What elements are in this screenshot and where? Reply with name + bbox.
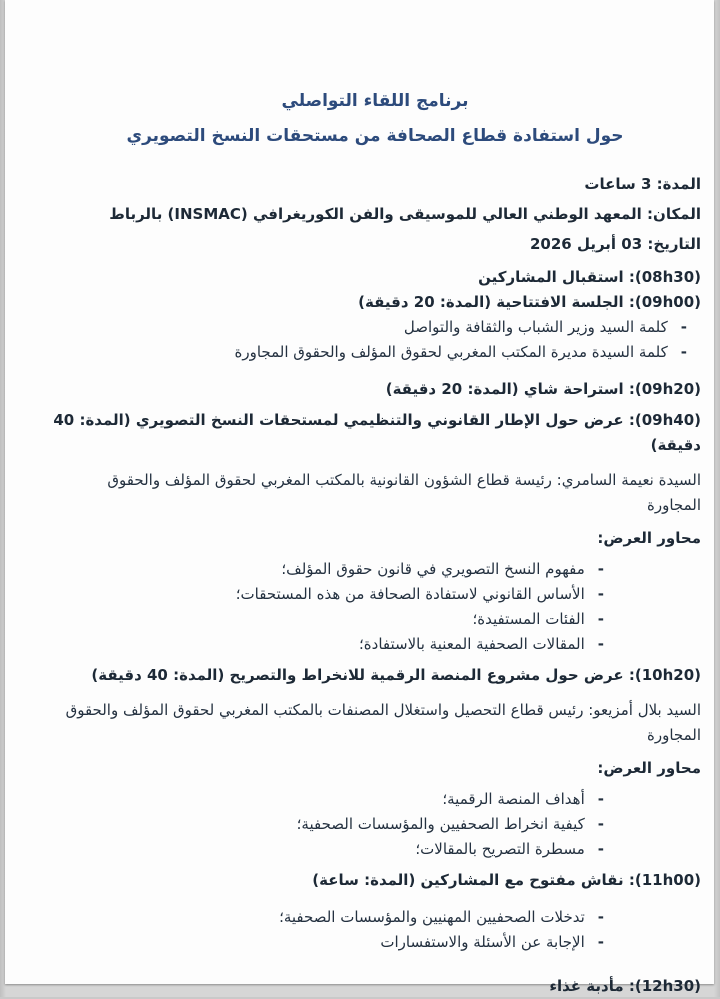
speaker-bilal-amziou [49,698,701,748]
agenda-bullet-minister-speech [49,315,701,340]
agenda-item-text: (09h20): استراحة شاي (المدة: 20 دقيقة) [385,380,701,398]
agenda-item-text: (10h20): عرض حول مشروع المنصة الرقمية للانخراط والتصريح (المدة: 40 دقيقة) [91,666,701,684]
meeting-duration: المدة: 3 ساعات [584,175,701,193]
agenda-bullet-text: مسطرة التصريح بالمقالات؛ [415,840,585,858]
agenda-bullet-text: تدخلات الصحفيين المهنيين والمؤسسات الصحفية؛ [279,908,585,926]
presentation-axes-heading-2 [49,756,701,781]
bullet-dash: - [597,790,604,808]
bullet-dash: - [597,560,604,578]
presentation-axes-heading-1 [49,526,701,551]
axis-bullet-eligible-articles [49,632,701,657]
discussion-bullet-answers [49,930,701,955]
agenda-item-text: (11h00): نقاش مفتوح مع المشاركين (المدة: ساعة) [312,871,701,889]
agenda-bullet-text: الأساس القانوني لاستفادة الصحافة من هذه المستحقات؛ [235,585,585,603]
agenda-item-0830-reception [49,265,701,290]
agenda-bullet-text: كلمة السيدة مديرة المكتب المغربي لحقوق المؤلف والحقوق المجاورة [234,343,668,361]
agenda-item-text: (12h30): مأدبة غذاء [549,977,701,995]
document-page [5,0,714,995]
agenda-item-1100-open-discussion [49,868,701,893]
meeting-info [49,169,701,259]
agenda-bullet-text: أهداف المنصة الرقمية؛ [442,790,585,808]
section-heading-text: محاور العرض: [597,759,701,777]
agenda-bullet-text: كلمة السيد وزير الشباب والثقافة والتواصل [403,318,668,336]
bullet-dash: - [597,840,604,858]
agenda-schedule [49,265,701,999]
bullet-dash: - [597,585,604,603]
document-title-line1: برنامج اللقاء التواصلي [281,91,469,111]
agenda-bullet-text: الفئات المستفيدة؛ [472,610,585,628]
agenda-item-0920-tea-break [49,377,701,402]
speaker-text: السيد بلال أمزيعو: رئيس قطاع التحصيل واستغلال المصنفات بالمكتب المغربي لحقوق المؤلف والحقوق المجاورة [65,701,701,744]
bullet-dash: - [597,635,604,653]
agenda-item-text: (08h30): استقبال المشاركين [478,268,701,286]
speaker-naima-samri [49,468,701,518]
agenda-item-0940-legal-framework-presentation [49,408,701,458]
bullet-dash: - [597,933,604,951]
agenda-item-0900-opening-session [49,290,701,315]
axis-bullet-platform-goals [49,787,701,812]
agenda-bullet-text: المقالات الصحفية المعنية بالاستفادة؛ [359,635,585,653]
document-content [5,0,714,995]
meeting-location: المكان: المعهد الوطني العالي للموسيقى والفن الكوريغرافي (INSMAC) بالرباط [109,205,701,223]
agenda-bullet-text: كيفية انخراط الصحفيين والمؤسسات الصحفية؛ [296,815,585,833]
bullet-dash: - [597,610,604,628]
document-title [49,84,701,154]
agenda-bullet-director-speech [49,340,701,365]
meeting-date: التاريخ: 03 أبريل 2026 [529,235,701,253]
axis-bullet-beneficiary-categories [49,607,701,632]
axis-bullet-declaration-procedure [49,837,701,862]
bullet-dash: - [597,908,604,926]
speaker-text: السيدة نعيمة السامري: رئيسة قطاع الشؤون القانونية بالمكتب المغربي لحقوق المؤلف والحقوق المجاورة [107,471,701,514]
bullet-dash: - [597,815,604,833]
agenda-item-text: (09h00): الجلسة الافتتاحية (المدة: 20 دقيقة) [358,293,701,311]
axis-bullet-copy-concept [49,557,701,582]
agenda-bullet-text: الإجابة عن الأسئلة والاستفسارات [380,933,585,951]
agenda-item-1230-lunch [49,974,701,999]
bullet-dash: - [680,343,687,361]
document-title-line2: حول استفادة قطاع الصحافة من مستحقات النسخ التصويري [126,126,624,146]
agenda-item-1020-digital-platform-presentation [49,663,701,688]
agenda-bullet-text: مفهوم النسخ التصويري في قانون حقوق المؤلف؛ [281,560,585,578]
axis-bullet-enrollment-method [49,812,701,837]
agenda-item-text: (09h40): عرض حول الإطار القانوني والتنظيمي لمستحقات النسخ التصويري (المدة: 40 دقيقة) [53,411,701,454]
discussion-bullet-journalist-interventions [49,905,701,930]
section-heading-text: محاور العرض: [597,529,701,547]
axis-bullet-legal-basis [49,582,701,607]
bullet-dash: - [680,318,687,336]
